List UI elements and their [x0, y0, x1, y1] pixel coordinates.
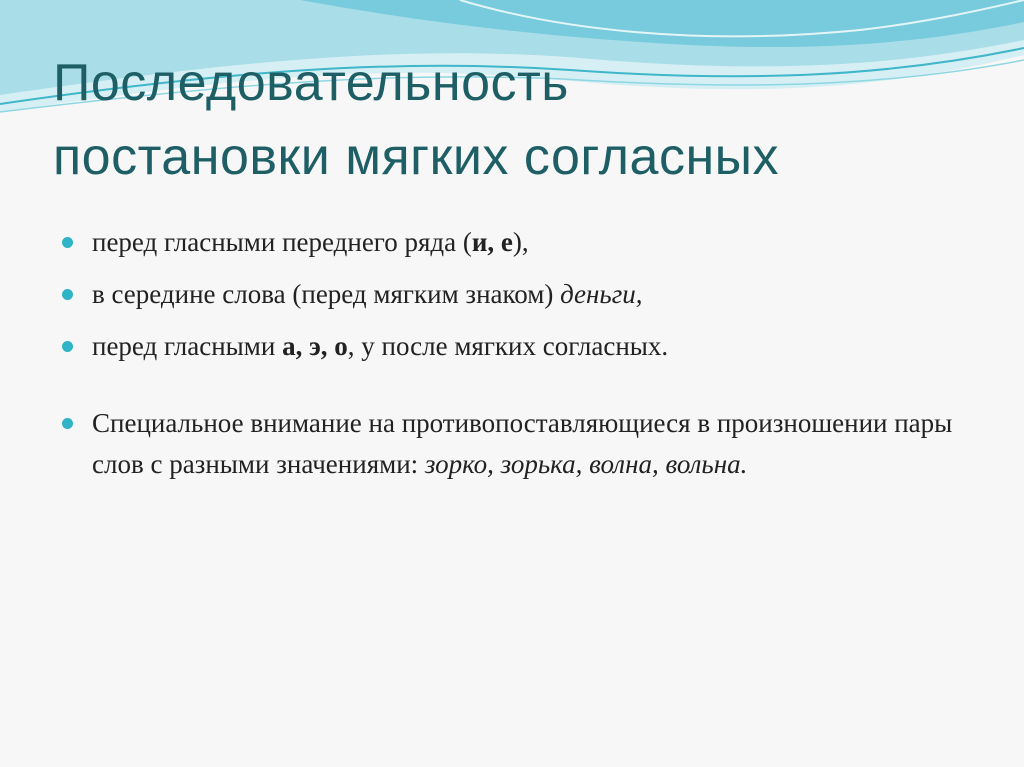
- bullet-list: [62, 222, 962, 496]
- page-title: [53, 46, 993, 194]
- bullet-text: перед гласными а, э, о, у после мягких согласных.: [92, 331, 669, 361]
- title-line-2: постановки мягких согласных: [53, 128, 780, 186]
- bullet-dot-icon: [62, 418, 73, 429]
- title-line-1: Последовательность: [53, 54, 569, 112]
- bullet-dot-icon: [62, 237, 73, 248]
- bullet-text: Специальное внимание на противопоставляющиеся в произношении пары слов с разными значениями: зорко, зорька, волна, вольна.: [92, 408, 953, 479]
- bullet-dot-icon: [62, 341, 73, 352]
- bullet-item: [62, 222, 962, 263]
- bullet-item: [62, 403, 962, 485]
- bullet-item: [62, 326, 962, 367]
- bullet-item: [62, 274, 962, 315]
- bullet-dot-icon: [62, 289, 73, 300]
- bullet-text: в середине слова (перед мягким знаком) деньги,: [92, 279, 643, 309]
- bullet-text: перед гласными переднего ряда (и, е),: [92, 227, 529, 257]
